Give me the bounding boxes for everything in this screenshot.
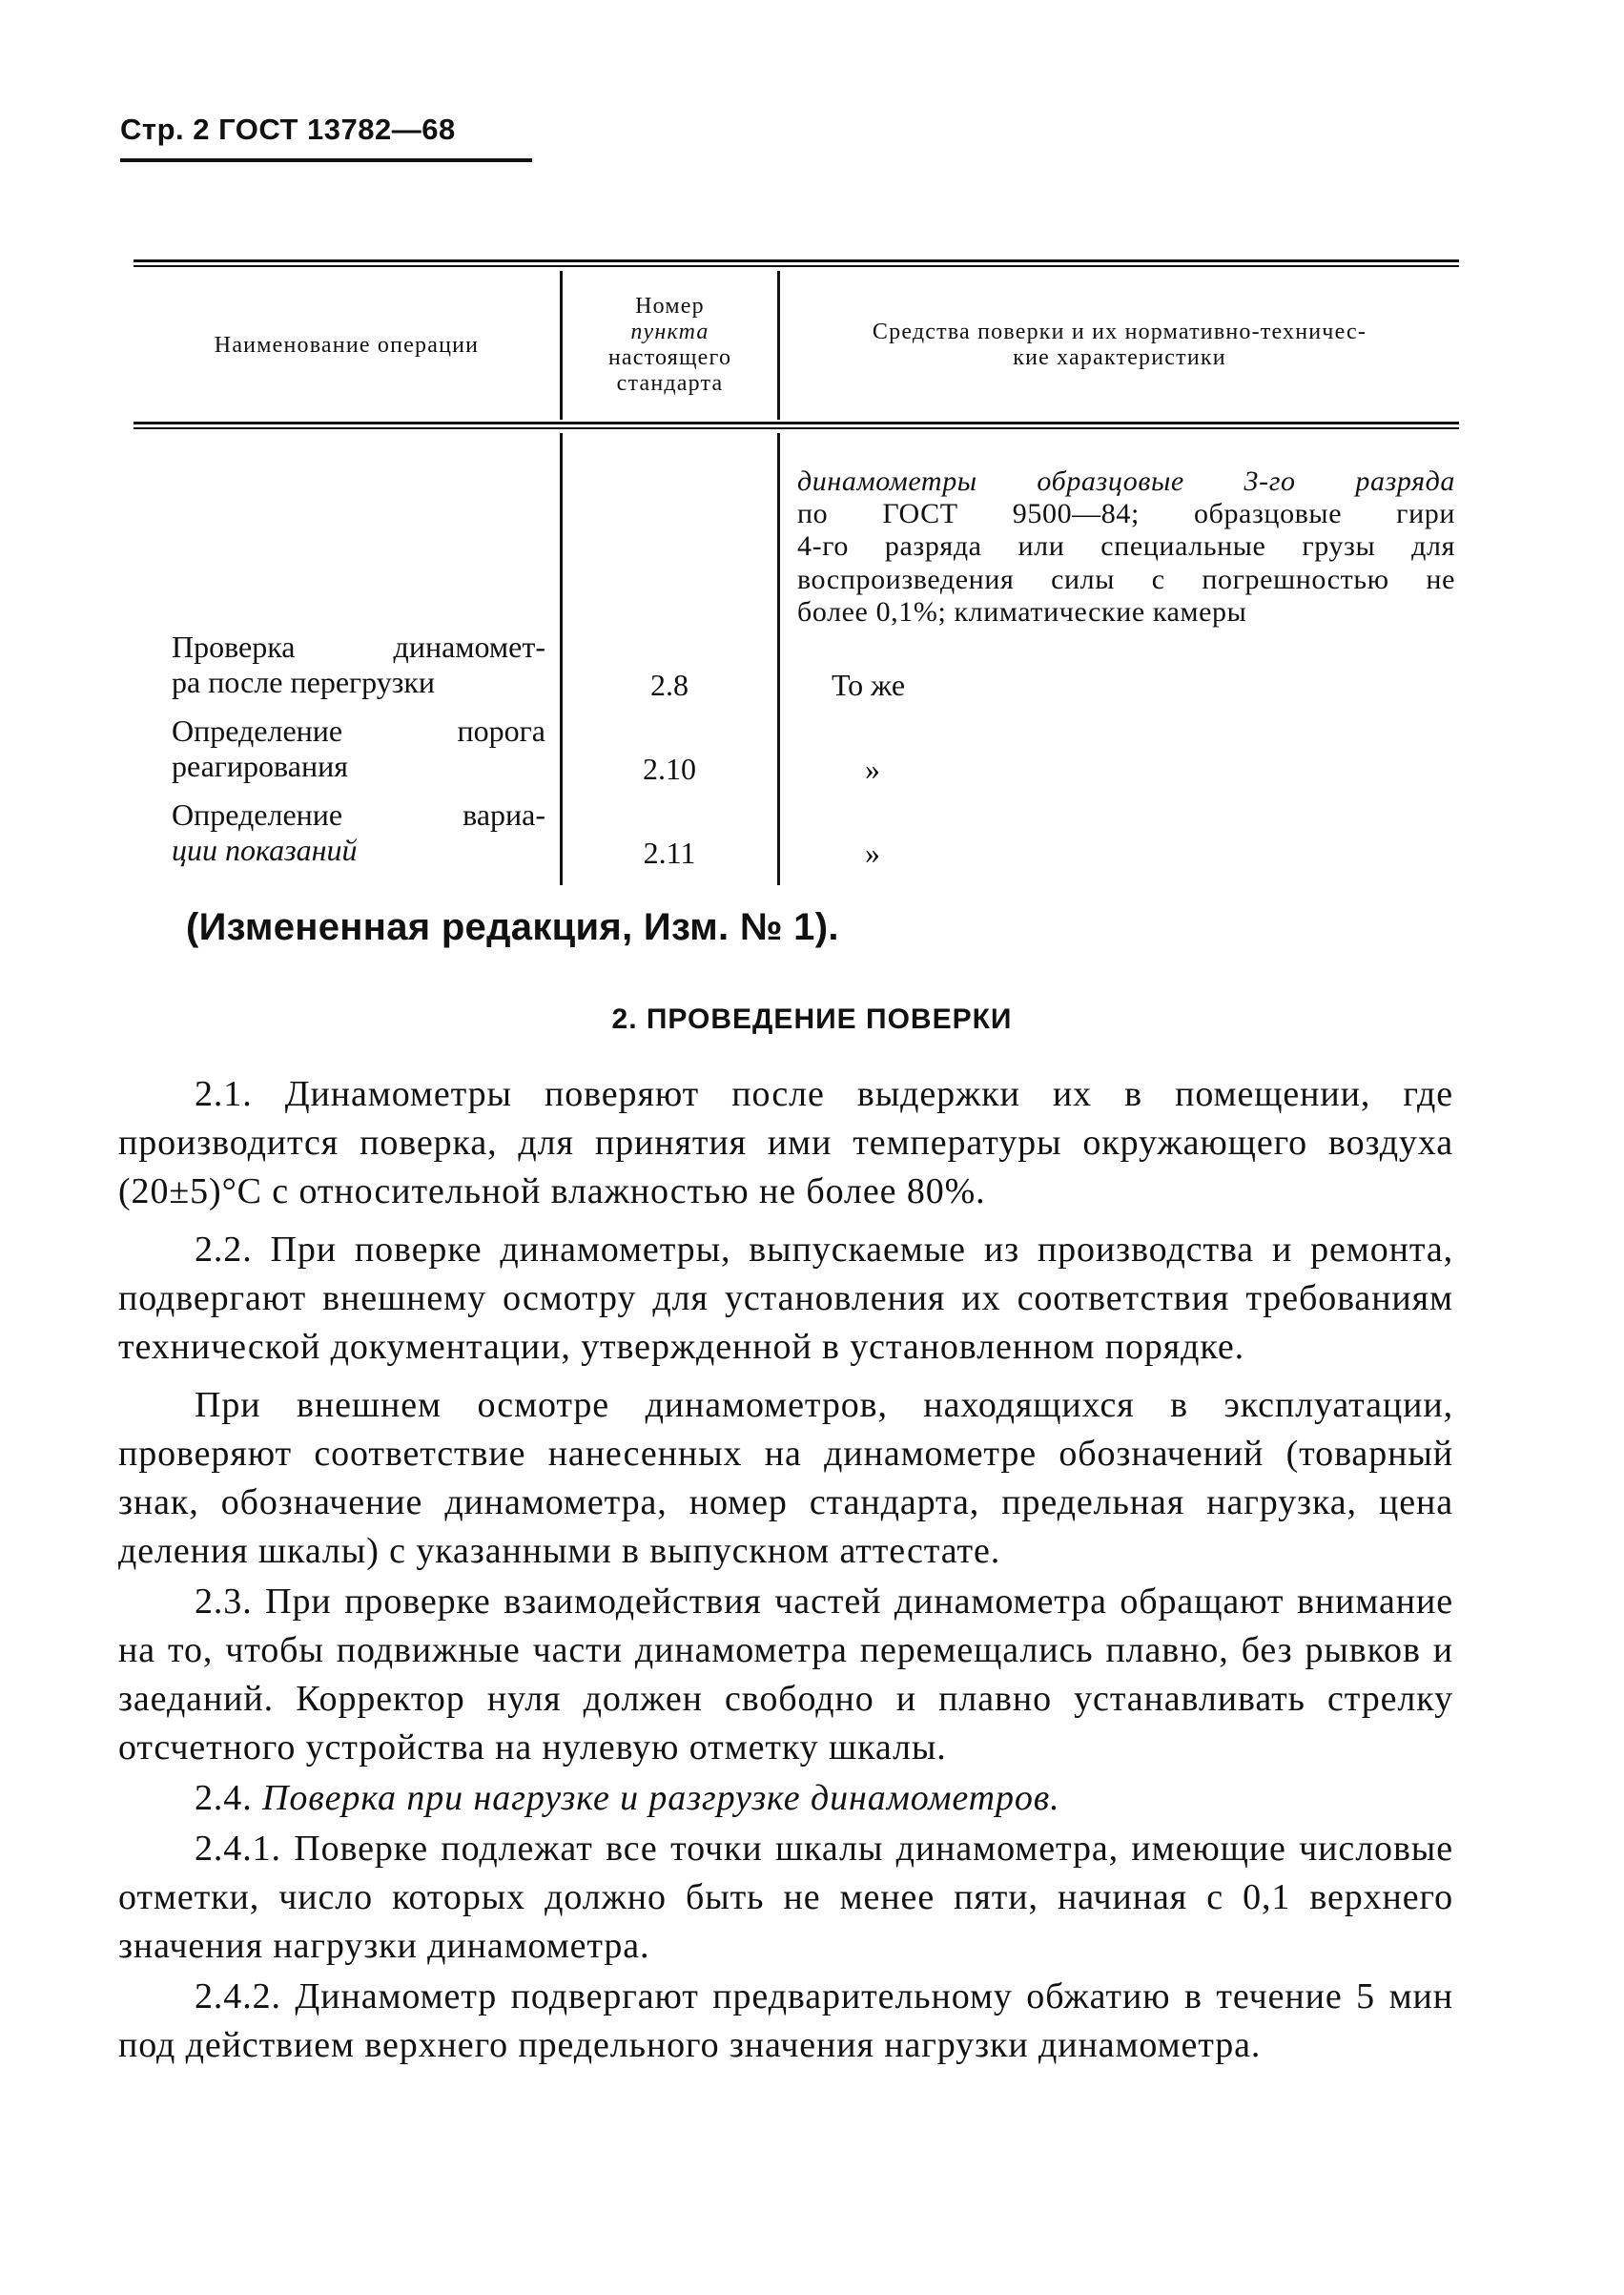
means-line-2: по ГОСТ 9500—84; образцовые гири: [797, 498, 1455, 530]
table-row-2-operation: [172, 713, 545, 785]
table-row-3-operation: [172, 797, 545, 869]
table-row-2-number: 2.10: [643, 752, 696, 786]
table-top-rule-inner: [134, 265, 1459, 267]
body-col-separator-2: [777, 433, 780, 885]
means-line-5: более 0,1%; климатические камеры: [797, 595, 1247, 628]
table-row-1-number: 2.8: [650, 668, 689, 702]
paragraph-2-4-number: 2.4.: [195, 1778, 253, 1818]
paragraph-2-2: 2.2. При поверке динамометры, выпускаемые из производства и ремонта, подвергают внешнему осмотру для установления их соответствия требованиям технической документации, утвержденной в установленном порядке.: [118, 1230, 1453, 1367]
header-means-line-2: кие характеристики: [1013, 345, 1226, 370]
table-row-3-number: 2.11: [643, 836, 696, 870]
paragraph-2-4-2: 2.4.2. Динамометр подвергают предварительному обжатию в течение 5 мин под действием верхнего предельного значения нагрузки динамометра.: [118, 1976, 1453, 2065]
means-line-4: воспроизведения силы с погрешностью не: [797, 563, 1455, 595]
table-row-1-means: То же: [832, 668, 906, 702]
running-header: Стр. 2 ГОСТ 13782—68: [120, 113, 456, 146]
paragraph-2-4: [118, 1774, 1453, 1823]
paragraph-2-3: 2.3. При проверке взаимодействия частей динамометра обращают внимание на то, чтобы подвижные части динамометра перемещались плавно, без рывков и заеданий. Корректор нуля должен свободно и плавно устанавливать стрелку отсчетного устройства на нулевую отметку шкалы.: [118, 1582, 1453, 1768]
table-row-3-operation-line-2: ции показаний: [172, 833, 358, 868]
table-top-rule: [134, 259, 1459, 262]
table-row-2-operation-line-2: реагирования: [172, 749, 348, 784]
header-rule: [120, 158, 532, 162]
body-col-separator-1: [560, 433, 563, 885]
table-row-3-operation-line-1: Определение вариа-: [172, 797, 545, 832]
section-body: [118, 1070, 1453, 2072]
header-bottom-rule-inner: [134, 427, 1459, 429]
header-number-line-2: пункта: [630, 320, 709, 345]
header-operation: [134, 271, 560, 420]
amended-note: (Измененная редакция, Изм. № 1).: [186, 906, 839, 948]
header-number: [563, 271, 777, 420]
table-row-1-operation-line-1: Проверка динамомет-: [172, 630, 545, 664]
table-row-2-operation-line-1: Определение порога: [172, 713, 545, 748]
header-number-line-3: настоящего: [607, 345, 732, 370]
table-row-1-operation: [172, 630, 545, 701]
paragraph-2-1: 2.1. Динамометры поверяют после выдержки их в помещении, где производится поверка, для принятия ими температуры окружающего воздуха (20±5)°С с относительной влажностью не более 80%.: [118, 1074, 1453, 1211]
table-row-3-means: »: [865, 836, 880, 870]
section-heading: 2. ПРОВЕДЕНИЕ ПОВЕРКИ: [611, 1003, 1013, 1035]
means-line-3: 4-го разряда или специальные грузы для: [797, 530, 1455, 563]
header-means-line-1: Средства поверки и их нормативно-техничес-: [872, 320, 1367, 345]
header-number-line-1: Номер: [635, 294, 705, 320]
table-row-1-operation-line-2: ра после перегрузки: [172, 665, 436, 700]
paragraph-2-4-1: 2.4.1. Поверке подлежат все точки шкалы динамометра, имеющие числовые отметки, число которых должно быть не менее пяти, начиная с 0,1 верхнего значения нагрузки динамометра.: [118, 1829, 1453, 1966]
operations-table: [134, 259, 1459, 885]
header-bottom-rule: [134, 422, 1459, 424]
table-row-2-means: »: [865, 752, 880, 786]
means-line-1: динамометры образцовые 3-го разряда: [797, 465, 1455, 497]
header-number-line-4: стандарта: [616, 370, 724, 396]
means-description: [797, 465, 1455, 629]
paragraph-2-2-inspection: При внешнем осмотре динамометров, находящихся в эксплуатации, проверяют соответствие нанесенных на динамометре обозначений (товарный знак, обозначение динамометра, номер стандарта, предельная нагрузка, цена деления шкалы) с указанными в выпускном аттестате.: [118, 1385, 1453, 1571]
paragraph-2-4-title: Поверка при нагрузке и разгрузке динамометров.: [262, 1778, 1060, 1818]
header-means: [780, 271, 1459, 420]
header-operation-label: Наименование операции: [214, 332, 480, 358]
